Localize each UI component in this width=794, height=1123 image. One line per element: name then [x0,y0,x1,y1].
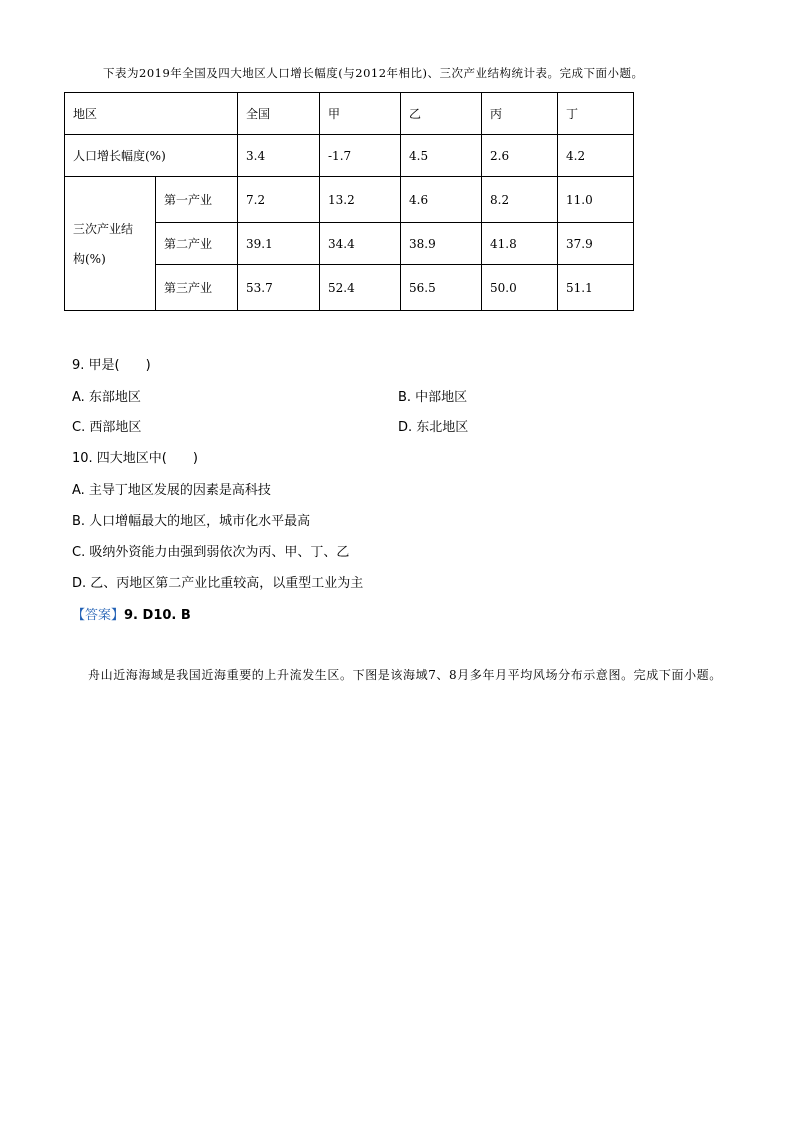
industry-label: 第一产业 [156,177,238,223]
table-cell: 52.4 [320,265,401,311]
table-cell: 4.5 [401,135,482,177]
table-cell: 2.6 [482,135,558,177]
header-cell: 丁 [558,93,634,135]
header-cell-region: 地区 [65,93,238,135]
table-cell: 37.9 [558,223,634,265]
row-group-label-line: 三次产业结 [73,221,134,236]
answer-line [72,604,191,623]
question-9-option-a[interactable]: A. 东部地区 [72,390,141,405]
question-10-option-d[interactable]: D. 乙、丙地区第二产业比重较高，以重型工业为主 [72,576,364,591]
question-10-stem: 10. 四大地区中( ) [72,451,198,466]
statistics-table [64,92,634,311]
table-cell: 13.2 [320,177,401,223]
question-9-option-c[interactable]: C. 西部地区 [72,420,142,435]
question-10-option-b[interactable]: B. 人口增幅最大的地区，城市化水平最高 [72,514,311,529]
table-cell: 34.4 [320,223,401,265]
table-cell: 3.4 [238,135,320,177]
row-label: 人口增长幅度(%) [65,135,238,177]
industry-label: 第三产业 [156,265,238,311]
table-cell: 41.8 [482,223,558,265]
table-cell: 39.1 [238,223,320,265]
table-cell: 53.7 [238,265,320,311]
table-cell: 56.5 [401,265,482,311]
table-cell: 11.0 [558,177,634,223]
intro-text: 下表为2019年全国及四大地区人口增长幅度(与2012年相比)、三次产业结构统计表。完成下面小题。 [103,66,644,80]
table-cell: 38.9 [401,223,482,265]
question-9-option-d[interactable]: D. 东北地区 [398,420,469,435]
question-9-option-b[interactable]: B. 中部地区 [398,390,468,405]
table-cell: 8.2 [482,177,558,223]
table-row-primary [65,177,634,223]
question-10-option-a[interactable]: A. 主导丁地区发展的因素是高科技 [72,483,271,498]
header-cell: 乙 [401,93,482,135]
header-cell: 丙 [482,93,558,135]
table-cell: -1.7 [320,135,401,177]
next-passage: 舟山近海海域是我国近海重要的上升流发生区。下图是该海域7、8月多年月平均风场分布示意图。完成下面小题。 [88,668,722,682]
question-9-stem: 9. 甲是( ) [72,358,151,373]
answer-tag: 【答案】 [72,608,125,623]
table-cell: 51.1 [558,265,634,311]
table-cell: 4.6 [401,177,482,223]
question-10-option-c[interactable]: C. 吸纳外资能力由强到弱依次为丙、甲、丁、乙 [72,545,350,560]
header-cell: 甲 [320,93,401,135]
table-cell: 50.0 [482,265,558,311]
header-cell: 全国 [238,93,320,135]
row-group-label-line: 构(%) [73,251,106,266]
table-header-row [65,93,634,135]
table-cell: 7.2 [238,177,320,223]
table-row-population [65,135,634,177]
row-group-label [65,177,156,311]
industry-label: 第二产业 [156,223,238,265]
table-cell: 4.2 [558,135,634,177]
answer-text: 9. D10. B [124,608,191,623]
